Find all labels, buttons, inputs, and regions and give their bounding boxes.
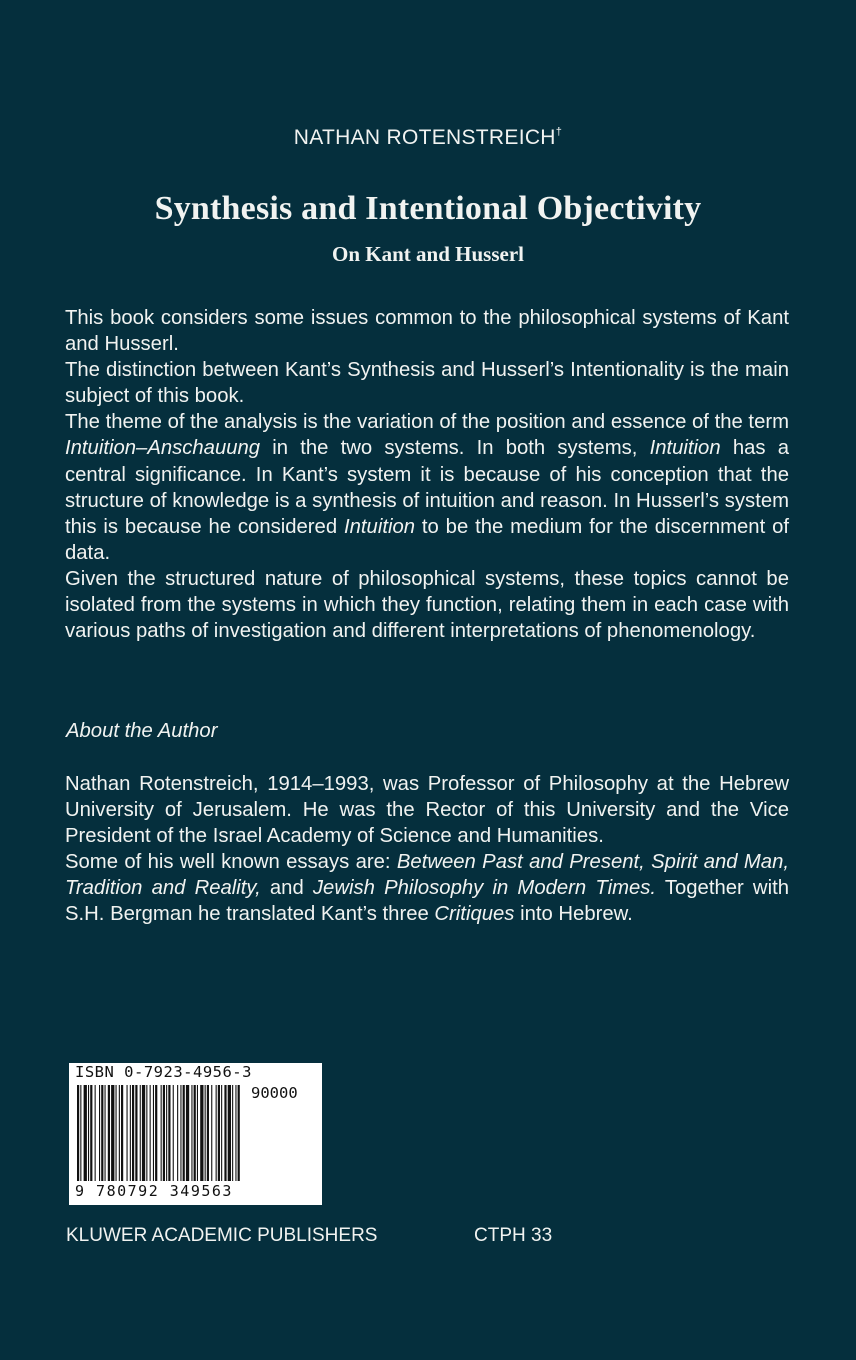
barcode-bar <box>101 1085 103 1181</box>
description-paragraph <box>65 566 789 644</box>
barcode-bar <box>99 1085 100 1181</box>
barcode-bar <box>163 1085 165 1181</box>
text-run: Together with S.H. Bergman he translated Kant’s three <box>65 877 790 926</box>
book-title: Synthesis and Intentional Objectivity <box>154 190 702 227</box>
barcode-bar <box>183 1085 185 1181</box>
barcode-bar <box>84 1085 87 1181</box>
italic-phrase: Jewish Philosophy in Modern Times. <box>312 877 657 900</box>
barcode-bar <box>111 1085 114 1181</box>
book-subtitle: On Kant and Husserl <box>332 242 524 266</box>
barcode-bar <box>224 1085 226 1181</box>
isbn-barcode <box>69 1063 322 1205</box>
barcode-bar <box>238 1085 240 1181</box>
barcode-bar <box>161 1085 162 1181</box>
text-run: The theme of the analysis is the variation of the position and essence of the term <box>65 411 789 434</box>
about-author-heading: About the Author <box>66 720 218 742</box>
barcode-bar <box>173 1085 174 1181</box>
italic-phrase: Intuition <box>649 437 721 460</box>
barcode-bar <box>121 1085 123 1181</box>
ean-number: 9 780792 349563 <box>75 1182 233 1200</box>
isbn-number: ISBN 0-7923-4956-3 <box>75 1063 252 1081</box>
barcode-bar <box>232 1085 233 1181</box>
barcode-bar <box>221 1085 222 1181</box>
italic-phrase: Intuition <box>343 515 416 538</box>
barcode-bar <box>90 1085 92 1181</box>
bio-paragraph <box>65 849 789 927</box>
text-run: Given the structured nature of philosophical systems, these topics cannot be isolated from the systems in which they function, relating them in each case with various paths of investigation and different interpretations of phenomenology. <box>65 567 789 643</box>
barcode-bar <box>216 1085 217 1181</box>
barcode-bar <box>155 1085 157 1181</box>
book-description <box>65 305 789 644</box>
barcode-bar <box>235 1085 236 1181</box>
barcode-bar <box>108 1085 110 1181</box>
barcode-bar <box>80 1085 81 1181</box>
author-name: NATHAN ROTENSTREICH† <box>293 126 563 149</box>
barcode-bar <box>153 1085 154 1181</box>
text-run: This book considers some issues common to the philosophical systems of Kant and Husserl. <box>65 307 789 356</box>
barcode-bar <box>211 1085 212 1181</box>
barcode-bar <box>166 1085 167 1181</box>
barcode-bar <box>95 1085 96 1181</box>
barcode-bar <box>127 1085 128 1181</box>
text-run: into Hebrew. <box>514 903 633 926</box>
barcode-bar <box>191 1085 192 1181</box>
barcode-bar <box>186 1085 189 1181</box>
barcode-bar <box>207 1085 209 1181</box>
barcode-bar <box>168 1085 170 1181</box>
barcode-bar <box>77 1085 79 1181</box>
italic-phrase: Critiques <box>434 903 515 926</box>
barcode-bar <box>105 1085 106 1181</box>
text-run: to be the medium for the discernment of data. <box>65 515 789 564</box>
barcode-bar <box>228 1085 231 1181</box>
barcode-bar <box>177 1085 178 1181</box>
series-code: CTPH 33 <box>474 1225 553 1246</box>
italic-phrase: Intuition–Anschauung <box>65 437 261 460</box>
author-biography <box>65 771 789 928</box>
barcode-bar <box>88 1085 89 1181</box>
italic-phrase: Between Past and Present, Spirit and Man, Tradition and Reality, <box>65 851 789 900</box>
barcode-bar <box>119 1085 120 1181</box>
barcode-bar <box>142 1085 145 1181</box>
bio-paragraph <box>65 771 789 849</box>
barcode-bar <box>197 1085 198 1181</box>
barcode-bar <box>218 1085 220 1181</box>
text-run: The distinction between Kant’s Synthesis and Husserl’s Intentionality is the main subject of this book. <box>65 359 789 408</box>
text-run: Some of his well known essays are: <box>65 851 397 874</box>
text-run: has a central significance. In Kant’s system it is because of his conception that the structure of knowledge is a synthesis of intuition and reason. In Husserl’s system this is because he considered <box>65 437 789 538</box>
text-run: and <box>260 877 313 900</box>
barcode-bar <box>140 1085 141 1181</box>
price-code: 90000 <box>251 1084 298 1102</box>
text-run: Nathan Rotenstreich, 1914–1993, was Professor of Philosophy at the Hebrew University of Jerusalem. He was the Rector of this University and the Vice President of the Israel Academy of Science and Humanities. <box>65 773 789 848</box>
barcode-bar <box>132 1085 134 1181</box>
barcode-bar <box>146 1085 147 1181</box>
barcode-bar <box>205 1085 206 1181</box>
description-paragraph <box>65 409 789 566</box>
description-paragraph <box>65 357 789 409</box>
barcode-bar <box>180 1085 181 1181</box>
barcode-bar <box>150 1085 151 1181</box>
description-paragraph <box>65 305 789 357</box>
text-run: in the two systems. In both systems, <box>260 437 650 460</box>
barcode-bar <box>200 1085 203 1181</box>
dagger-mark: † <box>555 126 563 138</box>
publisher-name: KLUWER ACADEMIC PUBLISHERS <box>66 1225 378 1246</box>
barcode-bar <box>116 1085 117 1181</box>
barcode-bar <box>135 1085 137 1181</box>
barcode-bar <box>130 1085 131 1181</box>
barcode-bars <box>75 1085 245 1183</box>
barcode-bar <box>194 1085 196 1181</box>
